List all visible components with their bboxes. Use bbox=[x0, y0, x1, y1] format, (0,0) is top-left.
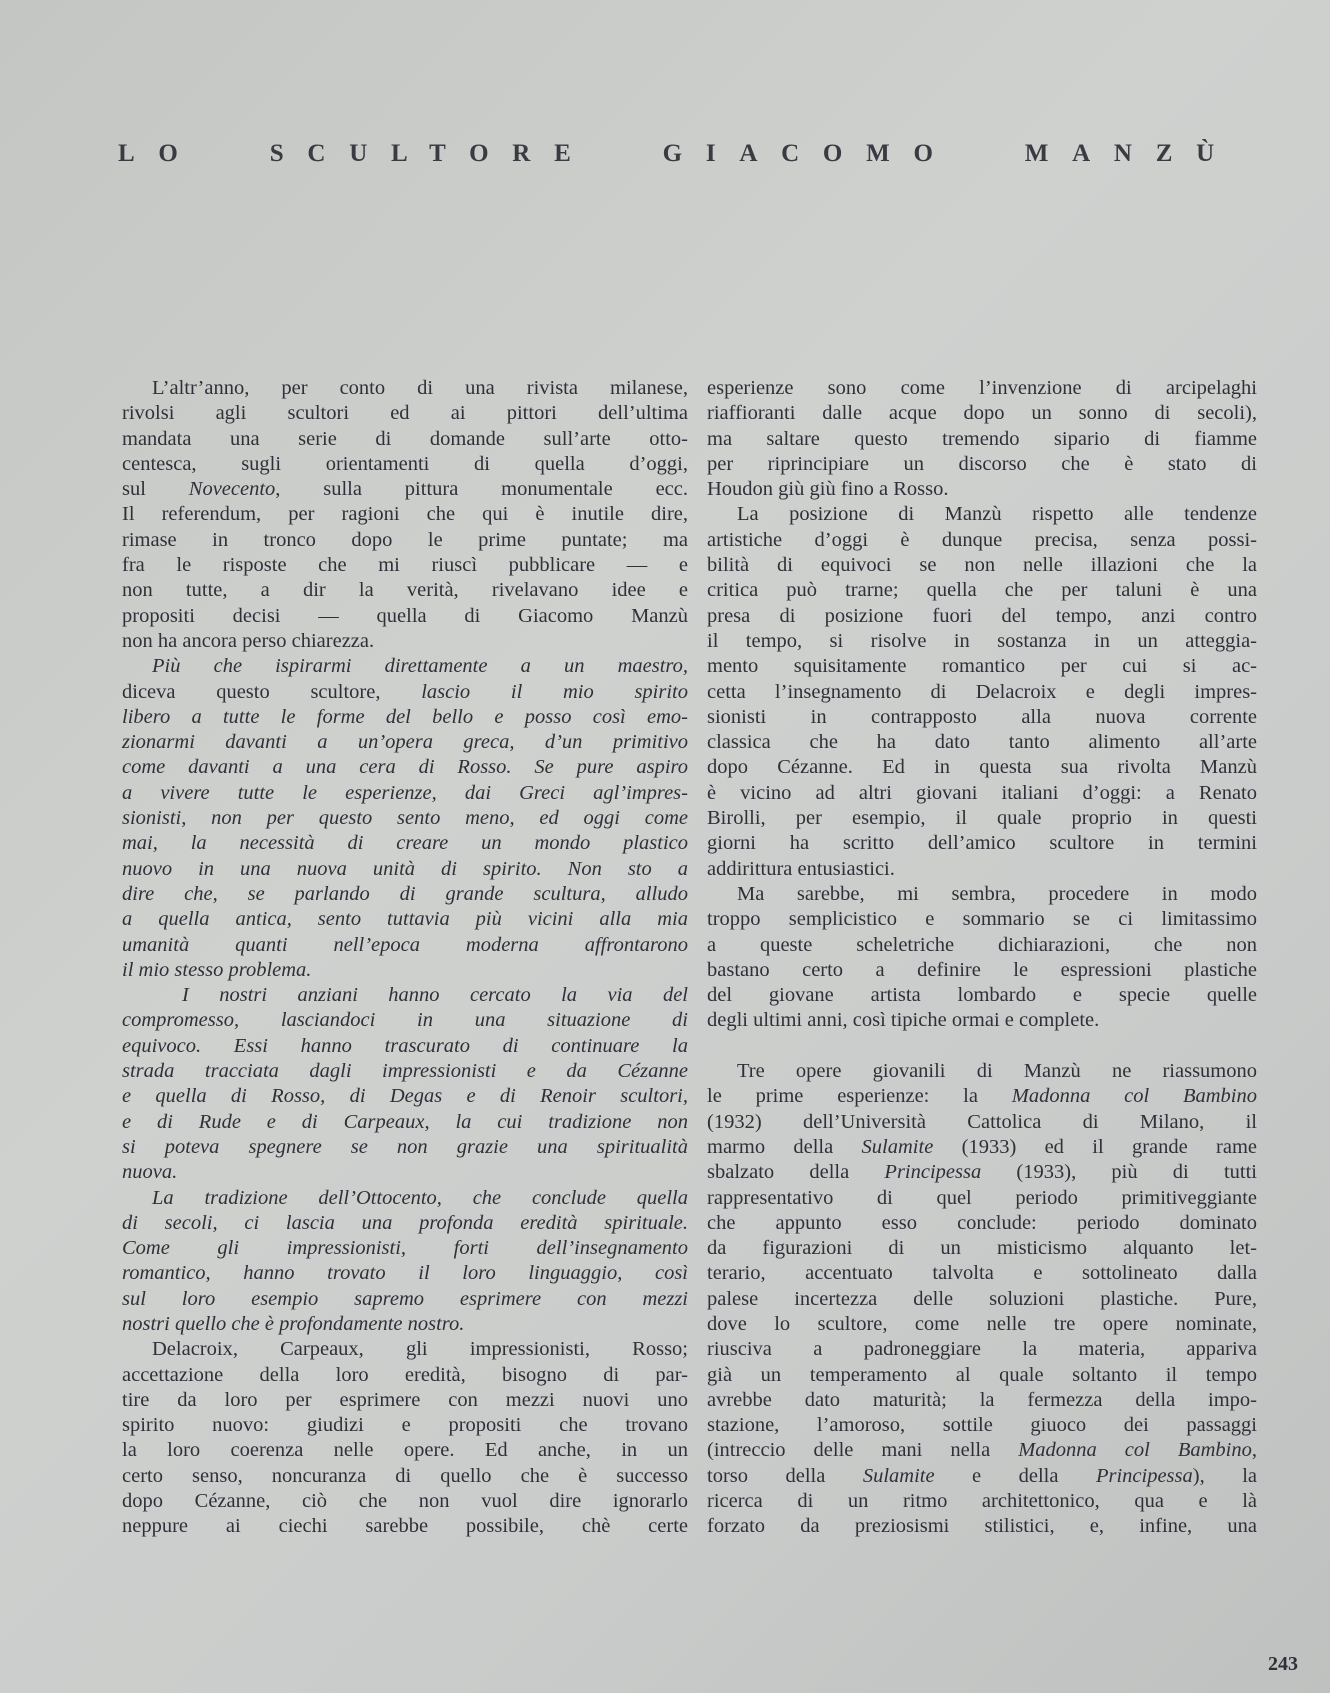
text-segment: degli ultimi anni, così tipiche ormai e complete. bbox=[707, 1009, 1100, 1032]
text-segment: rimase in tronco dopo le prime puntate; ma bbox=[122, 528, 688, 551]
italic-text: Sulamite bbox=[862, 1464, 935, 1487]
text-segment: ma saltare questo tremendo sipario di fiamme bbox=[707, 427, 1257, 450]
text-segment: addirittura entusiastici. bbox=[707, 857, 895, 880]
paragraph bbox=[122, 983, 688, 1185]
text-line bbox=[707, 1261, 1257, 1286]
italic-text: zionarmi davanti a un’opera greca, d’un primitivo bbox=[122, 731, 688, 754]
text-segment: palese incertezza delle soluzioni plastiche. Pure, bbox=[707, 1287, 1257, 1310]
text-segment: stazione, l’amoroso, sottile giuoco dei passaggi bbox=[707, 1414, 1257, 1437]
text-line bbox=[707, 401, 1257, 426]
text-line bbox=[707, 882, 1257, 907]
text-line bbox=[122, 1489, 688, 1514]
text-segment: classica che ha dato tanto alimento all’arte bbox=[707, 731, 1257, 754]
italic-text: lascio il mio spirito bbox=[421, 680, 688, 703]
text-line bbox=[707, 553, 1257, 578]
text-line bbox=[122, 1034, 688, 1059]
text-line bbox=[122, 401, 688, 426]
italic-text: nuova. bbox=[122, 1161, 178, 1184]
text-segment: neppure ai ciechi sarebbe possibile, chè certe bbox=[122, 1515, 688, 1538]
title-word: SCULTORE bbox=[269, 140, 595, 167]
italic-text: compromesso, lasciandoci in una situazione di bbox=[122, 1009, 688, 1032]
text-segment: forzato da preziosismi stilistici, e, infine, una bbox=[707, 1515, 1257, 1538]
text-line bbox=[122, 1059, 688, 1084]
text-segment: Delacroix, Carpeaux, gli impressionisti, Rosso; bbox=[152, 1338, 688, 1361]
italic-text: I nostri anziani hanno cercato la via del bbox=[182, 984, 688, 1007]
text-segment: dove lo scultore, come nelle tre opere nominate, bbox=[707, 1312, 1257, 1335]
text-segment: terario, accentuato talvolta e sottolineato dalla bbox=[707, 1262, 1257, 1285]
text-segment: diceva questo scultore, bbox=[122, 680, 422, 703]
text-line bbox=[122, 755, 688, 780]
text-segment: sul bbox=[122, 478, 189, 501]
text-line bbox=[707, 983, 1257, 1008]
italic-text: Madonna col Bambino bbox=[1011, 1085, 1257, 1108]
text-segment: sbalzato della bbox=[707, 1161, 885, 1184]
text-line bbox=[707, 1211, 1257, 1236]
text-line bbox=[122, 1261, 688, 1286]
italic-text: di secoli, ci lascia una profonda eredità spirituale. bbox=[122, 1211, 688, 1234]
text-line bbox=[122, 553, 688, 578]
italic-text: il mio stesso problema. bbox=[122, 958, 312, 981]
text-line bbox=[122, 680, 688, 705]
text-segment: fra le risposte che mi riuscì pubblicare — e bbox=[122, 554, 688, 577]
text-segment: rappresentativo di quel periodo primitiveggiante bbox=[707, 1186, 1257, 1209]
text-line bbox=[122, 629, 688, 654]
text-line bbox=[122, 705, 688, 730]
text-line bbox=[122, 1363, 688, 1388]
text-segment: il tempo, si risolve in sostanza in un atteggia- bbox=[707, 629, 1257, 652]
italic-text: romantico, hanno trovato il loro linguaggio, così bbox=[122, 1262, 688, 1285]
paragraph bbox=[707, 502, 1257, 881]
text-line bbox=[707, 1135, 1257, 1160]
text-segment: non ha ancora perso chiarezza. bbox=[122, 629, 375, 652]
text-line bbox=[122, 806, 688, 831]
paragraph bbox=[707, 376, 1257, 502]
text-line bbox=[122, 502, 688, 527]
text-line bbox=[122, 958, 688, 983]
text-line bbox=[707, 831, 1257, 856]
text-segment: mandata una serie di domande sull’arte otto- bbox=[122, 427, 688, 450]
text-line bbox=[707, 1438, 1257, 1463]
text-line bbox=[122, 1312, 688, 1337]
text-line bbox=[122, 1413, 688, 1438]
text-line bbox=[707, 1084, 1257, 1109]
text-segment: presa di posizione fuori del tempo, anzi contro bbox=[707, 604, 1257, 627]
text-line bbox=[707, 477, 1257, 502]
paragraph bbox=[707, 1059, 1257, 1540]
article-title bbox=[118, 140, 1238, 168]
text-segment: Il referendum, per ragioni che qui è inutile dire, bbox=[122, 503, 688, 526]
text-line bbox=[707, 806, 1257, 831]
italic-text: e di Rude e di Carpeaux, la cui tradizione non bbox=[122, 1110, 688, 1133]
italic-text: libero a tutte le forme del bello e posso così emo- bbox=[122, 705, 688, 728]
text-line bbox=[707, 1464, 1257, 1489]
text-segment: già un temperamento al quale soltanto il tempo bbox=[707, 1363, 1257, 1386]
text-line bbox=[707, 427, 1257, 452]
italic-text: sionisti, non per questo sento meno, ed oggi come bbox=[122, 807, 688, 830]
paragraph bbox=[122, 1337, 688, 1539]
text-line bbox=[122, 831, 688, 856]
text-line bbox=[122, 477, 688, 502]
text-segment: bilità di equivoci se non nelle illazioni che la bbox=[707, 554, 1257, 577]
text-line bbox=[707, 1008, 1257, 1033]
text-line bbox=[122, 654, 688, 679]
text-line bbox=[707, 1337, 1257, 1362]
text-line bbox=[122, 1438, 688, 1463]
text-line bbox=[707, 604, 1257, 629]
text-segment: accettazione della loro eredità, bisogno di par- bbox=[122, 1363, 688, 1386]
text-line bbox=[122, 983, 688, 1008]
text-line bbox=[122, 1186, 688, 1211]
text-segment: Ma sarebbe, mi sembra, procedere in modo bbox=[737, 882, 1257, 905]
text-line bbox=[122, 1135, 688, 1160]
text-segment: torso della bbox=[707, 1464, 863, 1487]
text-line bbox=[707, 1312, 1257, 1337]
text-line bbox=[122, 882, 688, 907]
text-segment: , bbox=[1251, 1439, 1257, 1462]
text-segment: avrebbe dato maturità; la fermezza della impo- bbox=[707, 1388, 1257, 1411]
title-word: MANZÙ bbox=[1024, 140, 1238, 167]
text-segment: L’altr’anno, per conto di una rivista milanese, bbox=[152, 377, 688, 399]
text-segment: per riprincipiare un discorso che è stato di bbox=[707, 452, 1257, 475]
text-segment: (1933), più di tutti bbox=[981, 1161, 1257, 1184]
text-line bbox=[707, 1489, 1257, 1514]
text-line bbox=[707, 629, 1257, 654]
text-segment: Houdon giù giù fino a Rosso. bbox=[707, 478, 949, 501]
text-line bbox=[122, 933, 688, 958]
text-segment: bastano certo a definire le espressioni plastiche bbox=[707, 958, 1257, 981]
text-column-right bbox=[707, 376, 1257, 1540]
text-line bbox=[122, 1236, 688, 1261]
text-segment: dopo Cézanne. Ed in questa sua rivolta Manzù bbox=[707, 756, 1257, 779]
italic-text: dire che, se parlando di grande scultura, alludo bbox=[122, 882, 688, 905]
text-line bbox=[122, 604, 688, 629]
text-segment: cetta l’insegnamento di Delacroix e degli impres- bbox=[707, 680, 1257, 703]
text-segment: non tutte, a dir la verità, rivelavano idee e bbox=[122, 579, 688, 602]
italic-text: a quella antica, sento tuttavia più vicini alla mia bbox=[122, 908, 688, 931]
paragraph bbox=[122, 1186, 688, 1338]
text-line bbox=[707, 857, 1257, 882]
text-line bbox=[707, 958, 1257, 983]
text-line bbox=[707, 528, 1257, 553]
text-line bbox=[707, 1514, 1257, 1539]
text-line bbox=[122, 1110, 688, 1135]
text-line bbox=[707, 907, 1257, 932]
text-line bbox=[707, 705, 1257, 730]
text-segment: troppo semplicistico e sommario se ci limitassimo bbox=[707, 908, 1257, 931]
italic-text: nuovo in una nuova unità di spirito. Non sto a bbox=[122, 857, 688, 880]
text-line bbox=[707, 1160, 1257, 1185]
text-line bbox=[122, 1514, 688, 1539]
text-line bbox=[122, 781, 688, 806]
text-segment: ricerca di un ritmo architettonico, qua e là bbox=[707, 1490, 1257, 1513]
text-line bbox=[122, 1211, 688, 1236]
paragraph bbox=[122, 654, 688, 983]
text-line bbox=[122, 376, 688, 401]
text-line bbox=[707, 654, 1257, 679]
text-column-left bbox=[122, 376, 688, 1540]
text-line bbox=[122, 452, 688, 477]
text-segment: tire da loro per esprimere con mezzi nuovi uno bbox=[122, 1388, 688, 1411]
text-segment: , sulla pittura monumentale ecc. bbox=[275, 478, 688, 501]
text-line bbox=[122, 1388, 688, 1413]
text-segment: da figurazioni di un misticismo alquanto let- bbox=[707, 1237, 1257, 1260]
text-line bbox=[707, 502, 1257, 527]
text-segment: La posizione di Manzù rispetto alle tendenze bbox=[737, 503, 1257, 526]
italic-text: Principessa bbox=[1095, 1464, 1193, 1487]
text-line bbox=[122, 730, 688, 755]
text-line bbox=[707, 1186, 1257, 1211]
text-line bbox=[707, 376, 1257, 401]
text-line bbox=[707, 452, 1257, 477]
text-segment: centesca, sugli orientamenti di quella d’oggi, bbox=[122, 452, 688, 475]
text-line bbox=[122, 1287, 688, 1312]
text-segment: propositi decisi — quella di Giacomo Manzù bbox=[122, 604, 688, 627]
text-line bbox=[122, 1464, 688, 1489]
text-line bbox=[707, 730, 1257, 755]
text-line bbox=[707, 781, 1257, 806]
text-segment: rivolsi agli scultori ed ai pittori dell’ultima bbox=[122, 402, 688, 425]
italic-text: Più che ispirarmi direttamente a un maestro, bbox=[152, 655, 688, 678]
title-word: LO bbox=[118, 140, 202, 167]
text-segment: è vicino ad altri giovani italiani d’oggi: a Renato bbox=[707, 781, 1257, 804]
text-segment: e della bbox=[934, 1464, 1096, 1487]
text-line bbox=[707, 1059, 1257, 1084]
text-segment: Birolli, per esempio, il quale proprio in questi bbox=[707, 807, 1257, 830]
text-line bbox=[122, 1337, 688, 1362]
text-segment: mento squisitamente romantico per cui si ac- bbox=[707, 655, 1257, 678]
italic-text: La tradizione dell’Ottocento, che conclude quella bbox=[152, 1186, 688, 1209]
text-segment: marmo della bbox=[707, 1135, 862, 1158]
text-segment: le prime esperienze: la bbox=[707, 1085, 1012, 1108]
italic-text: equivoco. Essi hanno trascurato di continuare la bbox=[122, 1034, 688, 1057]
text-segment: ), la bbox=[1192, 1464, 1257, 1487]
paragraph bbox=[122, 376, 688, 654]
text-segment: critica può trarne; quella che per taluni è una bbox=[707, 579, 1257, 602]
text-line bbox=[707, 755, 1257, 780]
text-segment: (1933) ed il grande rame bbox=[933, 1135, 1258, 1158]
italic-text: Principessa bbox=[884, 1161, 982, 1184]
text-segment: sionisti in contrapposto alla nuova corrente bbox=[707, 705, 1257, 728]
text-segment: (1932) dell’Università Cattolica di Milano, il bbox=[707, 1110, 1257, 1133]
text-segment: la loro coerenza nelle opere. Ed anche, in un bbox=[122, 1439, 688, 1462]
title-word: GIACOMO bbox=[662, 140, 957, 167]
italic-text: sul loro esempio sapremo esprimere con mezzi bbox=[122, 1287, 688, 1310]
text-line bbox=[122, 427, 688, 452]
text-line bbox=[707, 680, 1257, 705]
italic-text: a vivere tutte le esperienze, dai Greci agl’impres- bbox=[122, 781, 688, 804]
italic-text: Madonna col Bambino bbox=[1018, 1439, 1252, 1462]
text-line bbox=[122, 578, 688, 603]
paragraph bbox=[707, 882, 1257, 1034]
page-number: 243 bbox=[1268, 1653, 1298, 1675]
italic-text: Sulamite bbox=[861, 1135, 934, 1158]
italic-text: Novecento bbox=[188, 478, 276, 501]
italic-text: si poteva spegnere se non grazie una spiritualità bbox=[122, 1135, 688, 1158]
text-segment: che appunto esso conclude: periodo dominato bbox=[707, 1211, 1257, 1234]
text-segment: dopo Cézanne, ciò che non vuol dire ignorarlo bbox=[122, 1490, 688, 1513]
text-line bbox=[122, 1160, 688, 1185]
text-segment: artistiche d’oggi è dunque precisa, senza possi- bbox=[707, 528, 1257, 551]
text-segment: certo senso, noncuranza di quello che è successo bbox=[122, 1464, 688, 1487]
text-line bbox=[122, 528, 688, 553]
italic-text: come davanti a una cera di Rosso. Se pure aspiro bbox=[122, 756, 688, 779]
text-line bbox=[122, 1084, 688, 1109]
text-segment: spirito nuovo: giudizi e propositi che trovano bbox=[122, 1414, 688, 1437]
text-line bbox=[707, 1236, 1257, 1261]
italic-text: strada tracciata dagli impressionisti e da Cézanne bbox=[122, 1060, 688, 1083]
text-line bbox=[707, 1388, 1257, 1413]
italic-text: umanità quanti nell’epoca moderna affrontarono bbox=[122, 933, 688, 956]
text-line bbox=[707, 1110, 1257, 1135]
italic-text: Come gli impressionisti, forti dell’insegnamento bbox=[122, 1237, 688, 1260]
text-segment: (intreccio delle mani nella bbox=[707, 1439, 1019, 1462]
text-segment: Tre opere giovanili di Manzù ne riassumono bbox=[737, 1060, 1257, 1083]
italic-text: mai, la necessità di creare un mondo plastico bbox=[122, 832, 688, 855]
text-segment: giorni ha scritto dell’amico scultore in termini bbox=[707, 832, 1257, 855]
text-line bbox=[707, 578, 1257, 603]
text-segment: del giovane artista lombardo e specie quelle bbox=[707, 984, 1257, 1007]
text-line bbox=[122, 907, 688, 932]
text-line bbox=[122, 1008, 688, 1033]
text-segment: riusciva a padroneggiare la materia, appariva bbox=[707, 1338, 1257, 1361]
text-segment: riaffioranti dalle acque dopo un sonno di secoli), bbox=[707, 402, 1257, 425]
text-line bbox=[707, 1413, 1257, 1438]
text-line bbox=[707, 1287, 1257, 1312]
text-line bbox=[122, 857, 688, 882]
text-segment: a queste scheletriche dichiarazioni, che non bbox=[707, 933, 1257, 956]
text-segment: esperienze sono come l’invenzione di arcipelaghi bbox=[707, 377, 1257, 399]
text-line bbox=[707, 933, 1257, 958]
italic-text: nostri quello che è profondamente nostro. bbox=[122, 1312, 465, 1335]
text-line bbox=[707, 1363, 1257, 1388]
italic-text: e quella di Rosso, di Degas e di Renoir scultori, bbox=[122, 1085, 688, 1108]
